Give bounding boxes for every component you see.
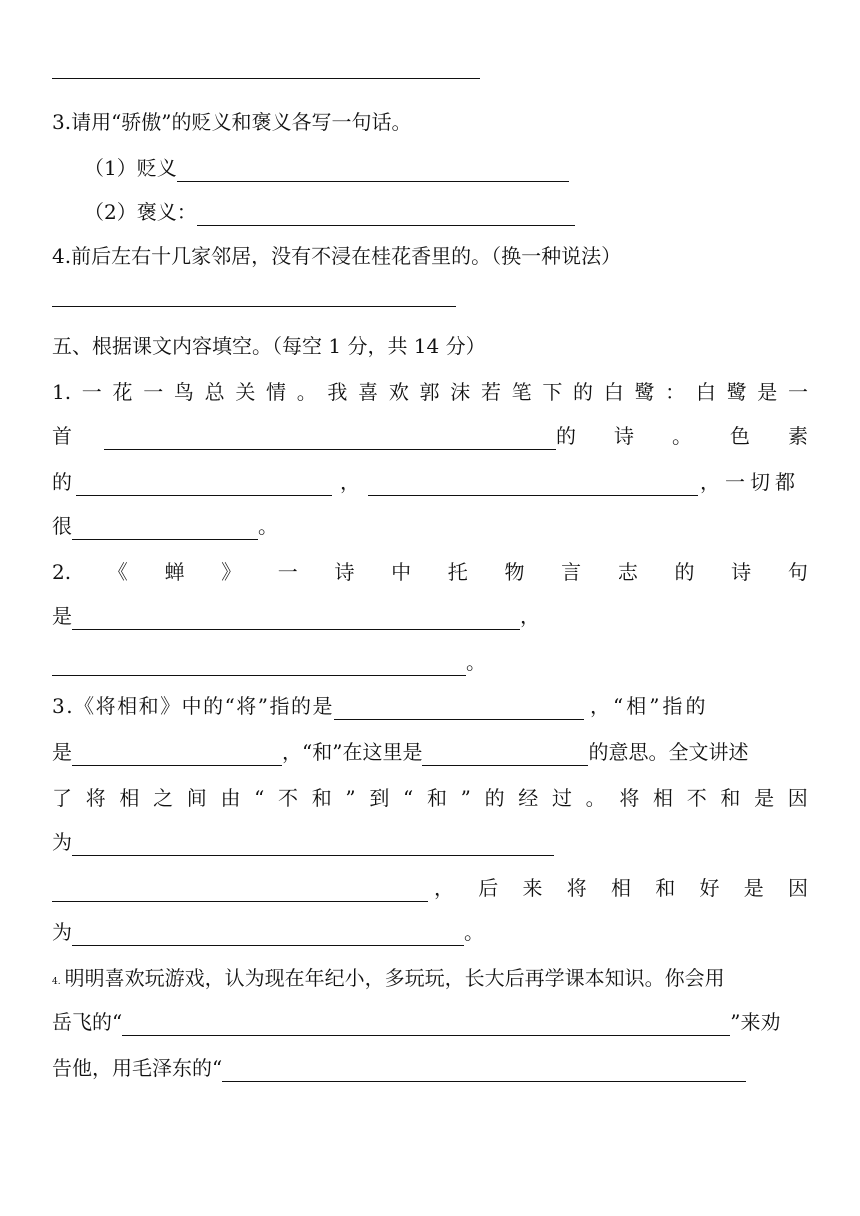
text-char: 之: [153, 786, 174, 810]
text-char: 后: [478, 876, 499, 900]
text-char: 和: [720, 786, 741, 810]
section-5-title: [52, 332, 808, 360]
text: ”来劝: [730, 1010, 781, 1034]
answer-blank[interactable]: [72, 605, 520, 630]
text: ，: [520, 604, 540, 628]
text-char: 好: [699, 876, 720, 900]
text-char: 过: [551, 786, 572, 810]
text-char: 和: [311, 786, 332, 810]
text-char: 间: [186, 786, 207, 810]
answer-line[interactable]: [52, 78, 480, 79]
text-char: ”: [460, 786, 471, 810]
text-char: 》: [221, 560, 242, 584]
text: ，“和”在这里是: [282, 740, 423, 764]
section-5-text: 五、根据课文内容填空。（每空 1 分，共 14 分）: [52, 334, 486, 358]
text-char: 下: [542, 380, 563, 404]
text: 明明喜欢玩游戏，认为现在年纪小，多玩玩，长大后再学课本知识。你会用: [64, 966, 725, 990]
answer-blank[interactable]: [197, 201, 575, 226]
answer-blank[interactable]: [72, 515, 258, 540]
text-char: “: [403, 786, 414, 810]
text-char: 将: [85, 786, 106, 810]
text-char: 色: [730, 424, 750, 448]
item-1-label: （1）贬义: [84, 156, 177, 180]
text-char: 情: [266, 380, 287, 404]
answer-blank[interactable]: [222, 1057, 746, 1082]
text-char: 一: [277, 560, 298, 584]
s5-q3-line-4: [52, 828, 808, 856]
text-char: 白: [695, 380, 716, 404]
text-char: 。: [585, 786, 606, 810]
text-char: 。: [672, 424, 692, 448]
text: 是: [52, 740, 72, 764]
text-char: 的: [573, 380, 594, 404]
s5-q4-line-1: [52, 964, 808, 992]
text: 。: [258, 514, 278, 538]
answer-blank[interactable]: [72, 921, 464, 946]
question-3-title: [52, 108, 808, 136]
answer-blank[interactable]: [177, 157, 569, 182]
text-char: 《: [107, 560, 128, 584]
text-char: 蝉: [164, 560, 185, 584]
text: 很: [52, 514, 72, 538]
answer-blank[interactable]: [72, 741, 282, 766]
text-char: 将: [566, 876, 587, 900]
text: 是: [52, 604, 72, 628]
text-char: 是: [754, 786, 775, 810]
text-char: 由: [220, 786, 241, 810]
question-3-text: 3.请用“骄傲”的贬义和褒义各写一句话。: [52, 110, 412, 134]
text-char: 经: [518, 786, 539, 810]
answer-blank[interactable]: [52, 651, 466, 676]
s5-q1-line-4: [52, 512, 808, 540]
question-3-item-2: [84, 198, 575, 226]
text-char: 沫: [450, 380, 471, 404]
text-char: 志: [617, 560, 638, 584]
text-char: 句: [787, 560, 808, 584]
text-char: 相: [653, 786, 673, 810]
text-char: 关: [235, 380, 256, 404]
answer-blank[interactable]: [122, 1011, 730, 1036]
s5-q4-line-2: [52, 1008, 808, 1036]
text-char: 因: [787, 786, 808, 810]
text: ，一切都: [700, 470, 800, 494]
s5-q3-line-3: [52, 784, 808, 812]
text: 岳飞的“: [52, 1010, 123, 1034]
text-char: 郭: [419, 380, 440, 404]
text: 。: [464, 920, 484, 944]
text-char: 素: [788, 424, 808, 448]
item-2-label: （2）褒义：: [84, 200, 197, 224]
answer-blank[interactable]: [104, 425, 556, 450]
text-char: 托: [447, 560, 468, 584]
answer-blank[interactable]: [334, 695, 584, 720]
text-char: 是: [757, 380, 778, 404]
text-char: 的: [674, 560, 695, 584]
text: 3.《将相和》中的“将”指的是: [52, 694, 335, 718]
text-char: 鸟: [173, 380, 194, 404]
text-char: “: [254, 786, 265, 810]
answer-blank[interactable]: [422, 741, 588, 766]
text-char: 和: [655, 876, 676, 900]
s5-q1-line-1: [52, 378, 808, 406]
s5-q3-line-6: [52, 918, 808, 946]
text-char: 和: [426, 786, 447, 810]
text-char: 鹭: [634, 380, 655, 404]
text-char: 诗: [614, 424, 634, 448]
text-char: 相: [611, 876, 631, 900]
text-char: 不: [686, 786, 707, 810]
answer-blank[interactable]: [368, 471, 698, 496]
text-char: 若: [480, 380, 501, 404]
text-char: ”: [345, 786, 356, 810]
text-char: 中: [391, 560, 412, 584]
text-char: 因: [788, 876, 808, 900]
text: ，: [340, 470, 360, 494]
answer-blank[interactable]: [52, 877, 428, 902]
question-3-item-1: [84, 154, 569, 182]
s5-q4-line-3: [52, 1054, 808, 1082]
text-char: 诗: [731, 560, 752, 584]
question-4-text: 4.前后左右十几家邻居，没有不浸在桂花香里的。（换一种说法）: [52, 244, 622, 268]
text-char: 1.: [52, 380, 72, 404]
text-char: 一: [787, 380, 808, 404]
s5-q1-line-2: [52, 422, 808, 450]
answer-blank[interactable]: [72, 831, 554, 856]
text-char: 诗: [334, 560, 355, 584]
question-4-title: [52, 242, 808, 270]
text: 的: [52, 470, 72, 494]
text-char: 物: [504, 560, 525, 584]
question-number: 4.: [52, 977, 61, 987]
text-char: 是: [743, 876, 764, 900]
text-char: 将: [619, 786, 640, 810]
s5-q2-line-1: [52, 558, 808, 586]
text-char: 的: [484, 786, 505, 810]
text: 为: [52, 920, 72, 944]
text-char: 2.: [52, 560, 72, 584]
text-char: 欢: [388, 380, 409, 404]
s5-q1-line-3: [52, 468, 808, 496]
text: 。: [466, 650, 486, 674]
text-char: ，: [434, 876, 454, 900]
s5-q3-line-1: [52, 692, 808, 720]
text-char: 我: [327, 380, 348, 404]
text-char: 一: [81, 380, 102, 404]
text-char: 的: [556, 424, 576, 448]
text-char: 言: [561, 560, 582, 584]
answer-line[interactable]: [52, 306, 456, 307]
text-char: 笔: [511, 380, 532, 404]
s5-q3-line-2: [52, 738, 808, 766]
text-char: 来: [522, 876, 543, 900]
text: ，“相”指的: [590, 694, 709, 718]
text: 告他，用毛泽东的“: [52, 1056, 223, 1080]
text: 为: [52, 830, 72, 854]
text: 首: [52, 424, 72, 448]
text: 的意思。全文讲述: [588, 740, 749, 764]
text-char: 总: [204, 380, 225, 404]
text-char: 白: [603, 380, 624, 404]
text-char: 不: [278, 786, 299, 810]
s5-q3-line-5: [52, 874, 808, 902]
text-char: 花: [112, 380, 133, 404]
text-char: ：: [665, 380, 686, 404]
text-char: 了: [52, 786, 72, 810]
answer-blank[interactable]: [76, 471, 332, 496]
text-char: 到: [369, 786, 390, 810]
text-char: 。: [296, 380, 317, 404]
s5-q2-line-2: [52, 602, 808, 630]
text-char: 相: [119, 786, 140, 810]
text-char: 一: [143, 380, 164, 404]
s5-q2-line-3: [52, 648, 808, 676]
text-char: 鹭: [726, 380, 747, 404]
text-char: 喜: [358, 380, 379, 404]
